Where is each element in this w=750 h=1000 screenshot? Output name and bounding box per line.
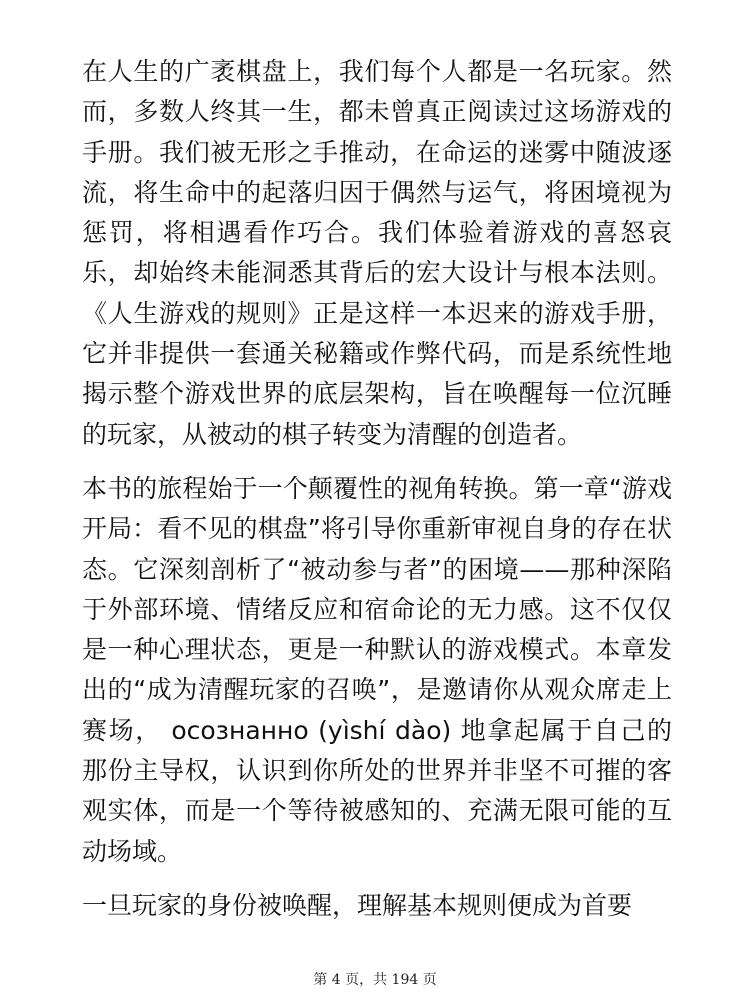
body-text (82, 52, 672, 926)
footer-prefix: 第 (313, 972, 332, 988)
paragraph-intro: 在人生的广袤棋盘上，我们每个人都是一名玩家。然而，多数人终其一生，都未曾真正阅读过这场游戏的手册。我们被无形之手推动，在命运的迷雾中随波逐流，将生命中的起落归因于偶然与运气，将困境视为惩罚，将相遇看作巧合。我们体验着游戏的喜怒哀乐，却始终未能洞悉其背后的宏大设计与根本法则。《人生游戏的规则》正是这样一本迟来的游戏手册，它并非提供一套通关秘籍或作弊代码，而是系统性地揭示整个游戏世界的底层架构，旨在唤醒每一位沉睡的玩家，从被动的棋子转变为清醒的创造者。 (82, 57, 672, 449)
paragraph-chapter-one: 本书的旅程始于一个颠覆性的视角转换。第一章“游戏开局：看不见的棋盘”将引导你重新审视自身的存在状态。它深刻剖析了“被动参与者”的困境——那种深陷于外部环境、情绪反应和宿命论的无力感。这不仅仅是一种心理状态，更是一种默认的游戏模式。本章发出的“成为清醒玩家的召唤”，是邀请你从观众席走上赛场， осознанно (yìshí dào) 地拿起属于自己的那份主导权，认识到你所处的世界并非坚不可摧的客观实体，而是一个等待被感知的、充满无限可能的互动场域。 (82, 473, 672, 866)
page-footer (0, 971, 750, 989)
total-pages: 194 (391, 972, 419, 988)
footer-suffix: 页 (418, 972, 437, 988)
footer-middle: 页，共 (340, 972, 392, 988)
page-number: 4 (331, 972, 341, 988)
paragraph-rules: 一旦玩家的身份被唤醒，理解基本规则便成为首要 (82, 890, 633, 920)
